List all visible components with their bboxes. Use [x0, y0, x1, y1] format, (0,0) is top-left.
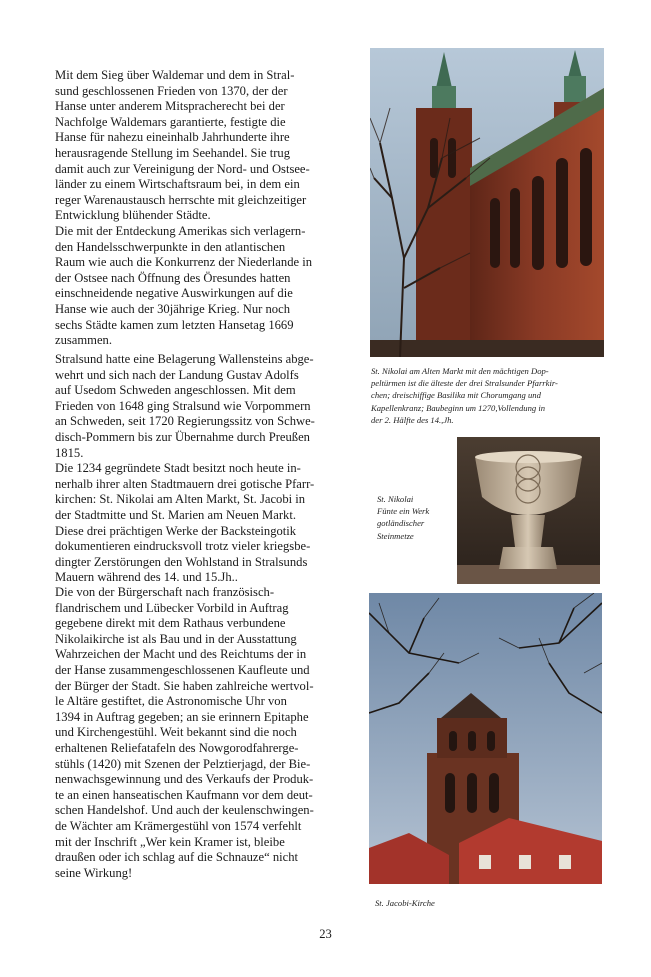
- text-line: dingter Zerstörungen den Wohlstand in Stralsunds: [55, 554, 308, 569]
- text-line: nenwachsgewinnung und des Verkaufs der Produk-: [55, 772, 314, 787]
- text-line: de Wächter am Krämergestühl von 1574 verfehlt: [55, 818, 302, 833]
- text-line: reger Warenaustausch herrschte mit gleichzeitiger: [55, 192, 307, 207]
- caption-line: St. Nikolai: [377, 494, 414, 504]
- text-line: den Handelsschwerpunkte in den atlantischen: [55, 239, 286, 254]
- text-line: erhaltenen Reliefatafeln des Nowgorodfahrerge-: [55, 740, 299, 755]
- text-line: einschneidende negative Auswirkungen auf die: [55, 286, 293, 301]
- text-line: Die mit der Entdeckung Amerikas sich verlagern-: [55, 223, 306, 238]
- caption-line: Fünte ein Werk: [377, 506, 430, 517]
- text-line: Mit dem Sieg über Waldemar und dem in Stral-: [55, 68, 295, 82]
- text-line: Die 1234 gegründete Stadt besitzt noch heute in-: [55, 461, 301, 476]
- text-line: sund geschlossenen Frieden von 1370, der der: [55, 83, 288, 98]
- text-line: Frieden von 1648 ging Stralsund wie Vorpommern: [55, 398, 311, 413]
- text-line: Wahrzeichen der Macht und des Reichtums der in: [55, 647, 307, 662]
- text-line: seine Wirkung!: [55, 865, 133, 880]
- caption-line: peltürmen ist die älteste der drei Stralsunder Pfarrkir-: [371, 378, 558, 389]
- st-nikolai-caption: [371, 365, 605, 426]
- text-line: 1394 in Auftrag gegeben; an sie erinnern Epitaphe: [55, 709, 309, 724]
- text-line: wehrt und sich nach der Landung Gustav Adolfs: [55, 367, 299, 382]
- text-line: le Altäre gestiftet, die Astronomische Uhr von: [55, 694, 287, 709]
- caption-line: St. Jacobi-Kirche: [375, 898, 435, 908]
- text-line: mit der Inschrift „Wer kein Kramer ist, bleibe: [55, 834, 285, 849]
- st-jacobi-caption: [375, 897, 525, 909]
- st-nikolai-photo: [370, 48, 604, 357]
- text-line: stühls (1420) mit Szenen der Pelztierjagd, der Bie-: [55, 756, 311, 771]
- text-line: sechs Städte kamen zum letzten Hansetag 1669: [55, 317, 294, 332]
- text-line: der Bürger der Stadt. Sie haben zahlreiche wertvol-: [55, 678, 314, 693]
- text-line: draußen oder ich schlag auf die Schnauze“ nicht: [55, 850, 299, 865]
- text-line: schen Handelshof. Und auch der keulenschwingen-: [55, 803, 314, 818]
- text-line: herausragende Stellung im Seehandel. Sie trug: [55, 145, 291, 160]
- page-number: 23: [319, 927, 332, 941]
- text-line: Nachfolge Waldemars garantierte, festigte die: [55, 114, 286, 129]
- paragraph-nikolaikirche: [55, 585, 316, 881]
- caption-line: der 2. Hälfte des 14.,Jh.: [371, 414, 454, 425]
- text-line: te an einen hanseatischen Kaufmann vor dem deut-: [55, 787, 313, 802]
- text-line: der Stadtmitte und St. Marien am Neuen Markt.: [55, 507, 296, 522]
- text-line: nerhalb ihrer alten Stadtmauern drei gotische Pfarr-: [55, 476, 315, 491]
- text-line: Hanse für nahezu eineinhalb Jahrhunderte ihre: [55, 130, 290, 145]
- baptismal-font-caption: [377, 493, 459, 542]
- text-line: Hanse unter anderem Mitspracherecht bei der: [55, 99, 285, 114]
- text-line: und Kirchengestühl. Weit bekannt sind die noch: [55, 725, 297, 740]
- text-line: an Schweden, seit 1720 Regierungssitz von Schwe-: [55, 414, 315, 429]
- caption-line: Kapellenkranz; Baubeginn um 1270,Vollendung in: [371, 402, 546, 413]
- text-line: gegebene direkt mit dem Rathaus verbundene: [55, 616, 286, 631]
- text-line: disch-Pommern bis zur Übernahme durch Preußen: [55, 429, 310, 444]
- text-line: dokumentieren eindrucksvoll trotz vieler kriegsbe-: [55, 539, 311, 554]
- text-line: Hanse wie auch der 30jährige Krieg. Nur noch: [55, 301, 290, 316]
- text-line: zusammen.: [55, 333, 113, 348]
- text-line: damit auch zur Vereinigung der Nord- und Ostsee-: [55, 161, 310, 176]
- text-line: der Hanse zusammengeschlossenen Kaufleute und: [55, 662, 310, 677]
- text-line: länder zu einem Wirtschaftsraum bei, in dem ein: [55, 177, 300, 192]
- text-line: Diese drei prächtigen Werke der Backsteingotik: [55, 523, 297, 538]
- caption-line: Steinmetze: [377, 530, 414, 541]
- st-jacobi-photo: [369, 593, 602, 884]
- text-line: flandrischem und Lübecker Vorbild in Auftrag: [55, 600, 289, 615]
- text-line: der Ostsee nach Öffnung des Öresundes hatten: [55, 270, 291, 285]
- text-line: kirchen: St. Nikolai am Alten Markt, St. Jacobi in: [55, 492, 306, 507]
- paragraph-stralsund-churches: [55, 352, 316, 586]
- text-line: auf Usedom Schweden angeschlossen. Mit dem: [55, 383, 296, 398]
- text-line: 1815.: [55, 445, 84, 460]
- text-line: Raum wie auch die Konkurrenz der Niederlande in: [55, 255, 313, 270]
- caption-line: chen; dreischiffige Basilika mit Chorumgang und: [371, 390, 541, 401]
- text-line: Die von der Bürgerschaft nach französisch-: [55, 585, 275, 599]
- caption-line: gotländischer: [377, 518, 425, 529]
- text-line: Mauern während des 14. und 15.Jh..: [55, 570, 238, 585]
- text-line: Nikolaikirche ist als Bau und in der Ausstattung: [55, 631, 297, 646]
- caption-line: St. Nikolai am Alten Markt mit den mächtigen Dop-: [371, 366, 549, 376]
- text-line: Entwicklung blühender Städte.: [55, 208, 211, 223]
- paragraph-hanse-history: [55, 68, 316, 349]
- baptismal-font-photo: [457, 437, 600, 584]
- text-line: Stralsund hatte eine Belagerung Wallensteins abge-: [55, 352, 314, 366]
